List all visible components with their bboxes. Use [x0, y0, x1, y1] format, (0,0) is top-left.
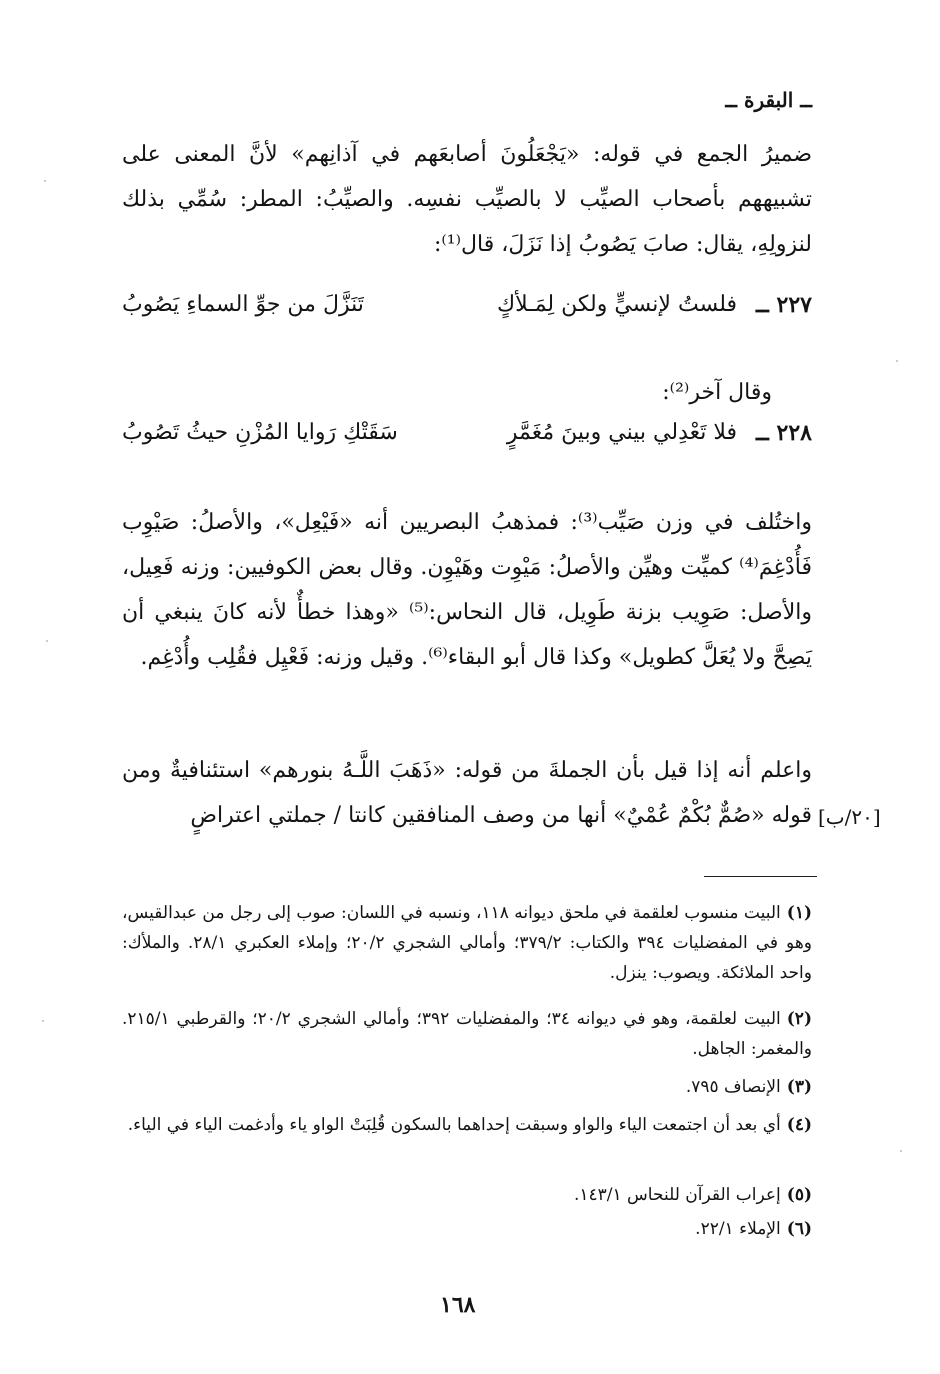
- paragraph-3: واعلم أنه إذا قيل بأن الجملةَ من قوله: «ذَهَبَ اللَّـهُ بنورهم» استئنافيةٌ ومن قوله «صُمٌّ بُكْمٌ عُمْيٌ» أنها من وصف المنافقين كانتا / جملتي اعتراضٍ: [122, 758, 812, 828]
- footnote-text: الإنصاف ٧٩٥.: [685, 1077, 781, 1097]
- verse-hemistich-first: فلستُ لإنسيٍّ ولكن لِمَـلأكٍ: [497, 292, 737, 317]
- scan-speck: [46, 640, 48, 642]
- verse-hemistich-second: تَنَزَّلَ من جوِّ السماءِ يَصُوبُ: [122, 292, 364, 317]
- footnote-divider: [704, 876, 817, 877]
- footnote-5: [122, 1180, 812, 1210]
- footnote-number: (٤): [786, 1115, 812, 1135]
- running-header: ــ البقرة ــ: [725, 88, 812, 112]
- scan-speck: [42, 1020, 44, 1022]
- footnote-text: إعراب القرآن للنحاس ١٤٣/١.: [573, 1185, 781, 1205]
- footnote-number: (٦): [786, 1219, 812, 1239]
- verse-228: [122, 420, 812, 460]
- verse-number: ٢٢٧ ــ: [755, 292, 812, 318]
- scan-speck: [896, 360, 898, 362]
- footnote-number: (١): [786, 903, 812, 923]
- verse-intro: وقال آخر⁽²⁾:: [662, 380, 772, 405]
- verse-227: [122, 292, 812, 332]
- footnote-text: الإملاء ٢٢/١.: [695, 1219, 781, 1239]
- footnote-number: (٢): [786, 1009, 812, 1029]
- paragraph-2: واختُلف في وزن صَيِّب⁽³⁾: فمذهبُ البصريين أنه «فَيْعِل»، والأصلُ: صَيْوِب فَأُدْغِمَ⁽⁴⁾ كميِّت وهيِّن والأصلُ: مَيْوِت وهَيْوِن. وقال بعض الكوفيين: وزنه فَعِيل، والأصل: صَوِيب بزنة طَوِيل، قال النحاس:⁽⁵⁾ «وهذا خطأٌ لأنه كانَ ينبغي أن يَصِحَّ ولا يُعَلَّ كطويل» وكذا قال أبو البقاء⁽⁶⁾. وقيل وزنه: فَعْيِل فقُلِب وأُدْغِم.: [122, 510, 813, 670]
- scan-speck: [44, 180, 46, 182]
- footnote-6: [122, 1214, 812, 1244]
- verse-hemistich-second: سَقَتْكِ رَوايا المُزْنِ حيثُ تَصُوبُ: [122, 420, 398, 445]
- footnote-4: [122, 1110, 812, 1140]
- footnote-2: [122, 1004, 812, 1064]
- paragraph-1: ضميرُ الجمع في قوله: «يَجْعَلُونَ أصابعَهم في آذانِهم» لأنَّ المعنى على تشبيههم بأصحاب الصيِّب لا بالصيِّب نفسِه. والصيِّبُ: المطر: سُمِّي بذلك لنزولِهِ، يقال: صابَ يَصُوبُ إذا نَزَلَ، قال⁽¹⁾:: [122, 142, 812, 257]
- scan-speck: [900, 1150, 902, 1152]
- verse-number: ٢٢٨ ــ: [755, 420, 812, 446]
- footnote-text: البيت منسوب لعلقمة في ملحق ديوانه ١١٨، ونسبه في اللسان: صوب إلى رجل من عبدالقيس، وهو في المفضليات ٣٩٤ والكتاب: ٣٧٩/٢؛ وأمالي الشجري ٢٠/٢؛ وإملاء العكبري ٢٨/١. والملأك: واحد الملائكة. ويصوب: ينزل.: [122, 903, 812, 983]
- footnote-text: البيت لعلقمة، وهو في ديوانه ٣٤؛ والمفضليات ٣٩٢؛ وأمالي الشجري ٢٠/٢؛ والقرطبي ٢١٥/١. والمغمر: الجاهل.: [122, 1009, 812, 1059]
- footnote-text: أي بعد أن اجتمعت الياء والواو وسبقت إحداهما بالسكون قُلِبَتْ الواو ياء وأدغمت الياء في الياء.: [127, 1115, 781, 1135]
- verse-hemistich-first: فلا تَعْدِلي بيني وبينَ مُغَمَّرٍ: [506, 420, 737, 445]
- page-number: ١٦٨: [440, 1292, 476, 1318]
- footnote-number: (٣): [786, 1077, 812, 1097]
- footnote-number: (٥): [786, 1185, 812, 1205]
- footnote-1: [122, 898, 812, 988]
- folio-margin-note: [٢٠/ب]: [818, 805, 881, 829]
- footnote-3: [122, 1072, 812, 1102]
